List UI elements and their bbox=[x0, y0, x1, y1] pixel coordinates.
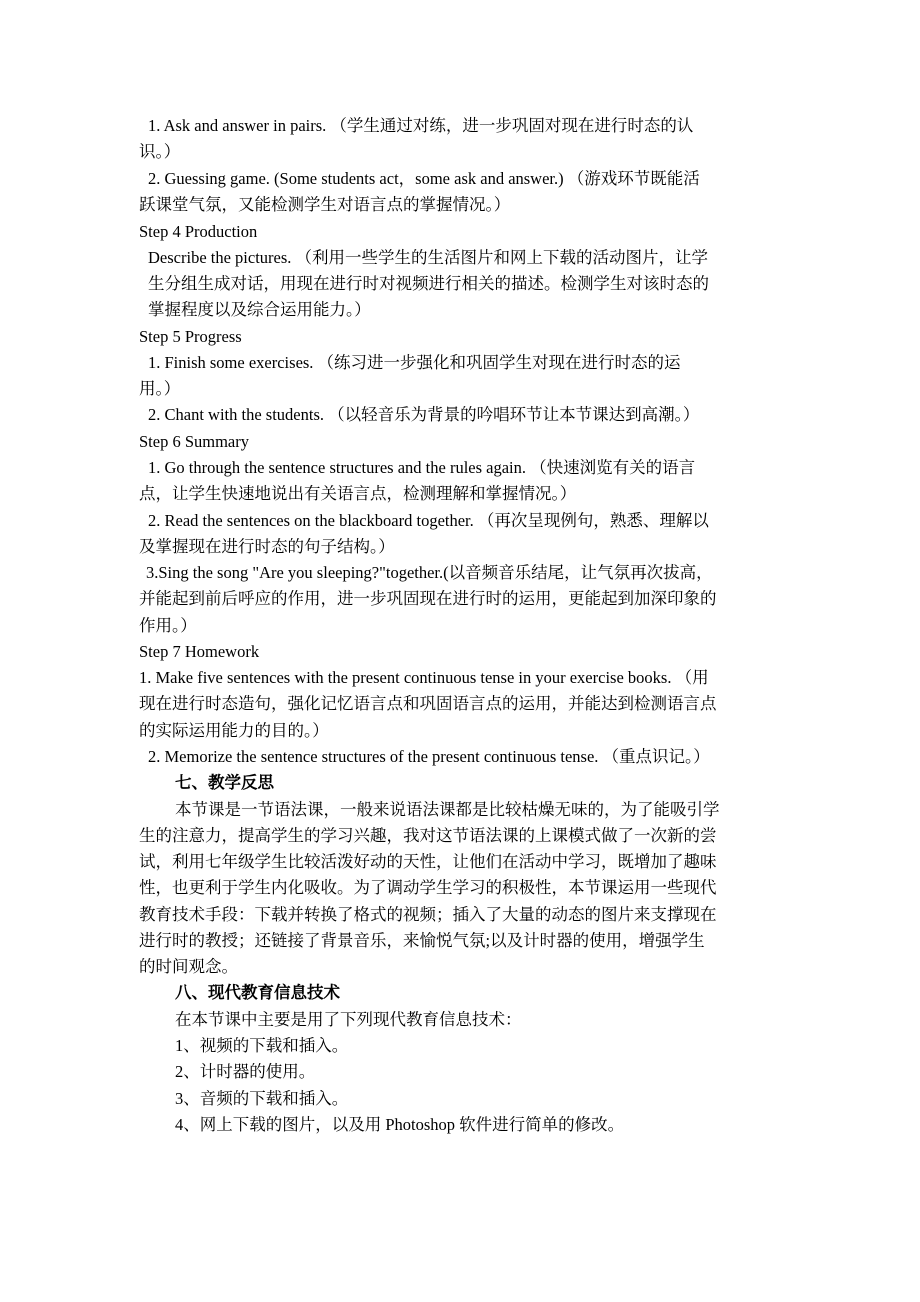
text-line: 1. Go through the sentence structures and the rules again. （快速浏览有关的语言 bbox=[148, 458, 696, 477]
text-line: 用。） bbox=[139, 379, 181, 398]
section-heading-reflection: 七、教学反思 bbox=[175, 773, 274, 792]
text-line: 3.Sing the song "Are you sleeping?"together.(以音频音乐结尾，让气氛再次拔高， bbox=[146, 563, 713, 582]
paragraph-line: 教育技术手段：下载并转换了格式的视频；插入了大量的动态的图片来支撑现在 bbox=[139, 905, 717, 924]
step-heading: Step 6 Summary bbox=[139, 432, 249, 451]
paragraph-line: 在本节课中主要是用了下列现代教育信息技术： bbox=[175, 1010, 522, 1029]
text-line: 及掌握现在进行时态的句子结构。） bbox=[139, 537, 395, 556]
paragraph-line: 试，利用七年级学生比较活泼好动的天性，让他们在活动中学习，既增加了趣味 bbox=[139, 852, 717, 871]
step-heading: Step 7 Homework bbox=[139, 642, 260, 661]
paragraph-line: 的时间观念。 bbox=[139, 957, 238, 976]
paragraph-line: 进行时的教授；还链接了背景音乐，来愉悦气氛;以及计时器的使用，增强学生 bbox=[139, 931, 705, 950]
text-line: 2. Read the sentences on the blackboard together. （再次呈现例句，熟悉、理解以 bbox=[148, 511, 709, 530]
text-line: 并能起到前后呼应的作用，进一步巩固现在进行时的运用，更能起到加深印象的 bbox=[139, 589, 717, 608]
text-line: 作用。） bbox=[139, 616, 197, 635]
text-line: 2. Guessing game. (Some students act，some ask and answer.) （游戏环节既能活 bbox=[148, 169, 700, 188]
text-line: 生分组生成对话，用现在进行时对视频进行相关的描述。检测学生对该时态的 bbox=[148, 274, 709, 293]
section-heading-technology: 八、现代教育信息技术 bbox=[175, 983, 340, 1002]
text-line: 跃课堂气氛，又能检测学生对语言点的掌握情况。） bbox=[139, 195, 511, 214]
text-line: 点，让学生快速地说出有关语言点，检测理解和掌握情况。） bbox=[139, 484, 577, 503]
text-line: 1. Make five sentences with the present continuous tense in your exercise books. （用 bbox=[139, 668, 709, 687]
step-heading: Step 5 Progress bbox=[139, 327, 242, 346]
paragraph-line: 生的注意力，提高学生的学习兴趣，我对这节语法课的上课模式做了一次新的尝 bbox=[139, 826, 717, 845]
text-line: 现在进行时态造句，强化记忆语言点和巩固语言点的运用，并能达到检测语言点 bbox=[139, 694, 717, 713]
paragraph-line: 本节课是一节语法课，一般来说语法课都是比较枯燥无味的，为了能吸引学 bbox=[175, 800, 720, 819]
list-item: 1、视频的下载和插入。 bbox=[175, 1036, 349, 1055]
text-line: Describe the pictures. （利用一些学生的生活图片和网上下载的活动图片，让学 bbox=[148, 248, 709, 267]
list-item: 2、计时器的使用。 bbox=[175, 1062, 316, 1081]
text-line: 识。） bbox=[139, 142, 181, 161]
text-line: 1. Ask and answer in pairs. （学生通过对练，进一步巩固对现在进行时态的认 bbox=[148, 116, 694, 135]
text-line: 的实际运用能力的目的。） bbox=[139, 721, 329, 740]
text-line: 2. Memorize the sentence structures of the present continuous tense. （重点识记。） bbox=[148, 747, 710, 766]
text-line: 1. Finish some exercises. （练习进一步强化和巩固学生对现在进行时态的运 bbox=[148, 353, 681, 372]
list-item: 3、音频的下载和插入。 bbox=[175, 1089, 349, 1108]
text-line: 掌握程度以及综合运用能力。） bbox=[148, 300, 371, 319]
step-heading: Step 4 Production bbox=[139, 222, 258, 241]
list-item: 4、网上下载的图片，以及用 Photoshop 软件进行简单的修改。 bbox=[175, 1115, 625, 1134]
paragraph-line: 性，也更利于学生内化吸收。为了调动学生学习的积极性，本节课运用一些现代 bbox=[139, 878, 717, 897]
text-line: 2. Chant with the students. （以轻音乐为背景的吟唱环节让本节课达到高潮。） bbox=[148, 405, 700, 424]
